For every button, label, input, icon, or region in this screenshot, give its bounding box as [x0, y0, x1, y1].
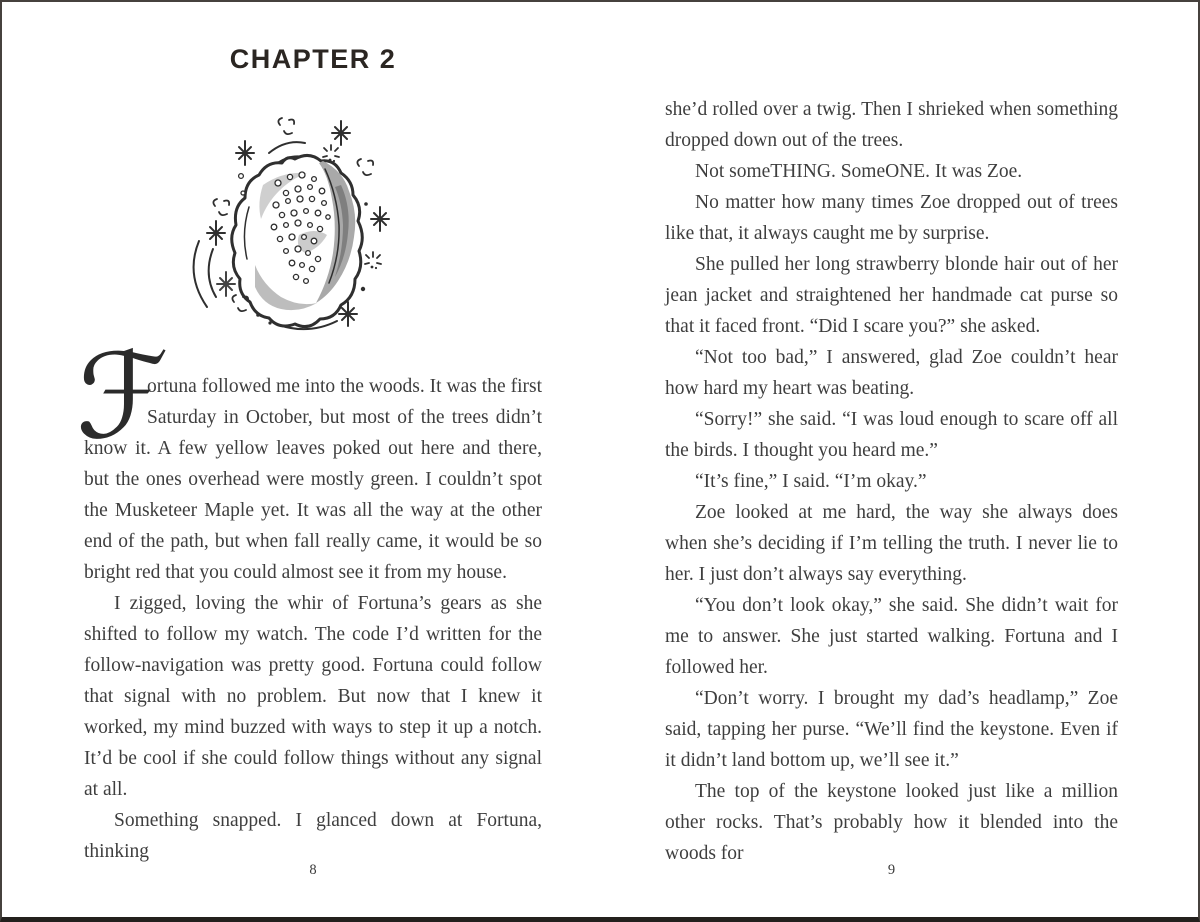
- paragraph: “Sorry!” she said. “I was loud enough to scare off all the birds. I thought you heard me.”: [665, 409, 1118, 461]
- paragraph: “You don’t look okay,” she said. She didn’t wait for me to answer. She just started walking. Fortuna and I followed her.: [665, 595, 1118, 678]
- drop-cap: [76, 327, 169, 465]
- paragraph: she’d rolled over a twig. Then I shrieked when something dropped down out of the trees.: [665, 99, 1118, 151]
- paragraph: “Don’t worry. I brought my dad’s headlamp,” Zoe said, tapping her purse. “We’ll find the keystone. Even if it didn’t land bottom up, we’ll see it.”: [665, 688, 1118, 771]
- keystone-illustration: [84, 113, 542, 347]
- paragraph: “It’s fine,” I said. “I’m okay.”: [695, 471, 927, 492]
- right-page-body: [665, 94, 1118, 869]
- paragraph: ℱ ortuna followed me into the woods. It was the first Saturday in October, but most of the trees didn’t know it. A few yellow leaves poked out here and there, but the ones overhead were mostly green. I couldn’t spot the Musketeer Maple yet. It was all the way at the other end of the path, but when fall really came, it would be so bright red that you could almost see it from my house.: [76, 327, 542, 583]
- chapter-heading: CHAPTER 2: [229, 44, 397, 74]
- paragraph: The top of the keystone looked just like a million other rocks. That’s probably how it blended into the woods for: [665, 781, 1118, 864]
- left-page-body: [76, 327, 542, 867]
- page-number-left: 8: [309, 862, 317, 878]
- drop-cap-glyph: ℱ: [76, 327, 169, 465]
- keystone-illustration-svg: [183, 113, 443, 347]
- left-page: [76, 44, 542, 867]
- paragraph: Something snapped. I glanced down at Fortuna, thinking: [84, 810, 542, 862]
- paragraph: “Not too bad,” I answered, glad Zoe couldn’t hear how hard my heart was beating.: [665, 347, 1118, 399]
- paragraph: Zoe looked at me hard, the way she always does when she’s deciding if I’m telling the truth. I never lie to her. I just don’t always say everything.: [665, 502, 1118, 585]
- paragraph: I zigged, loving the whir of Fortuna’s gears as she shifted to follow my watch. The code I’d written for the follow-navigation was pretty good. Fortuna could follow that signal with no problem. But now that I knew it worked, my mind buzzed with ways to step it up a notch. It’d be cool if she could follow things without any signal at all.: [84, 593, 542, 800]
- paragraph: Not someTHING. SomeONE. It was Zoe.: [695, 161, 1023, 182]
- page-number-right: 9: [887, 862, 896, 878]
- paragraph: She pulled her long strawberry blonde hair out of her jean jacket and straightened her handmade cat purse so that it faced front. “Did I scare you?” she asked.: [665, 254, 1118, 337]
- paragraph: No matter how many times Zoe dropped out of trees like that, it always caught me by surprise.: [665, 192, 1118, 244]
